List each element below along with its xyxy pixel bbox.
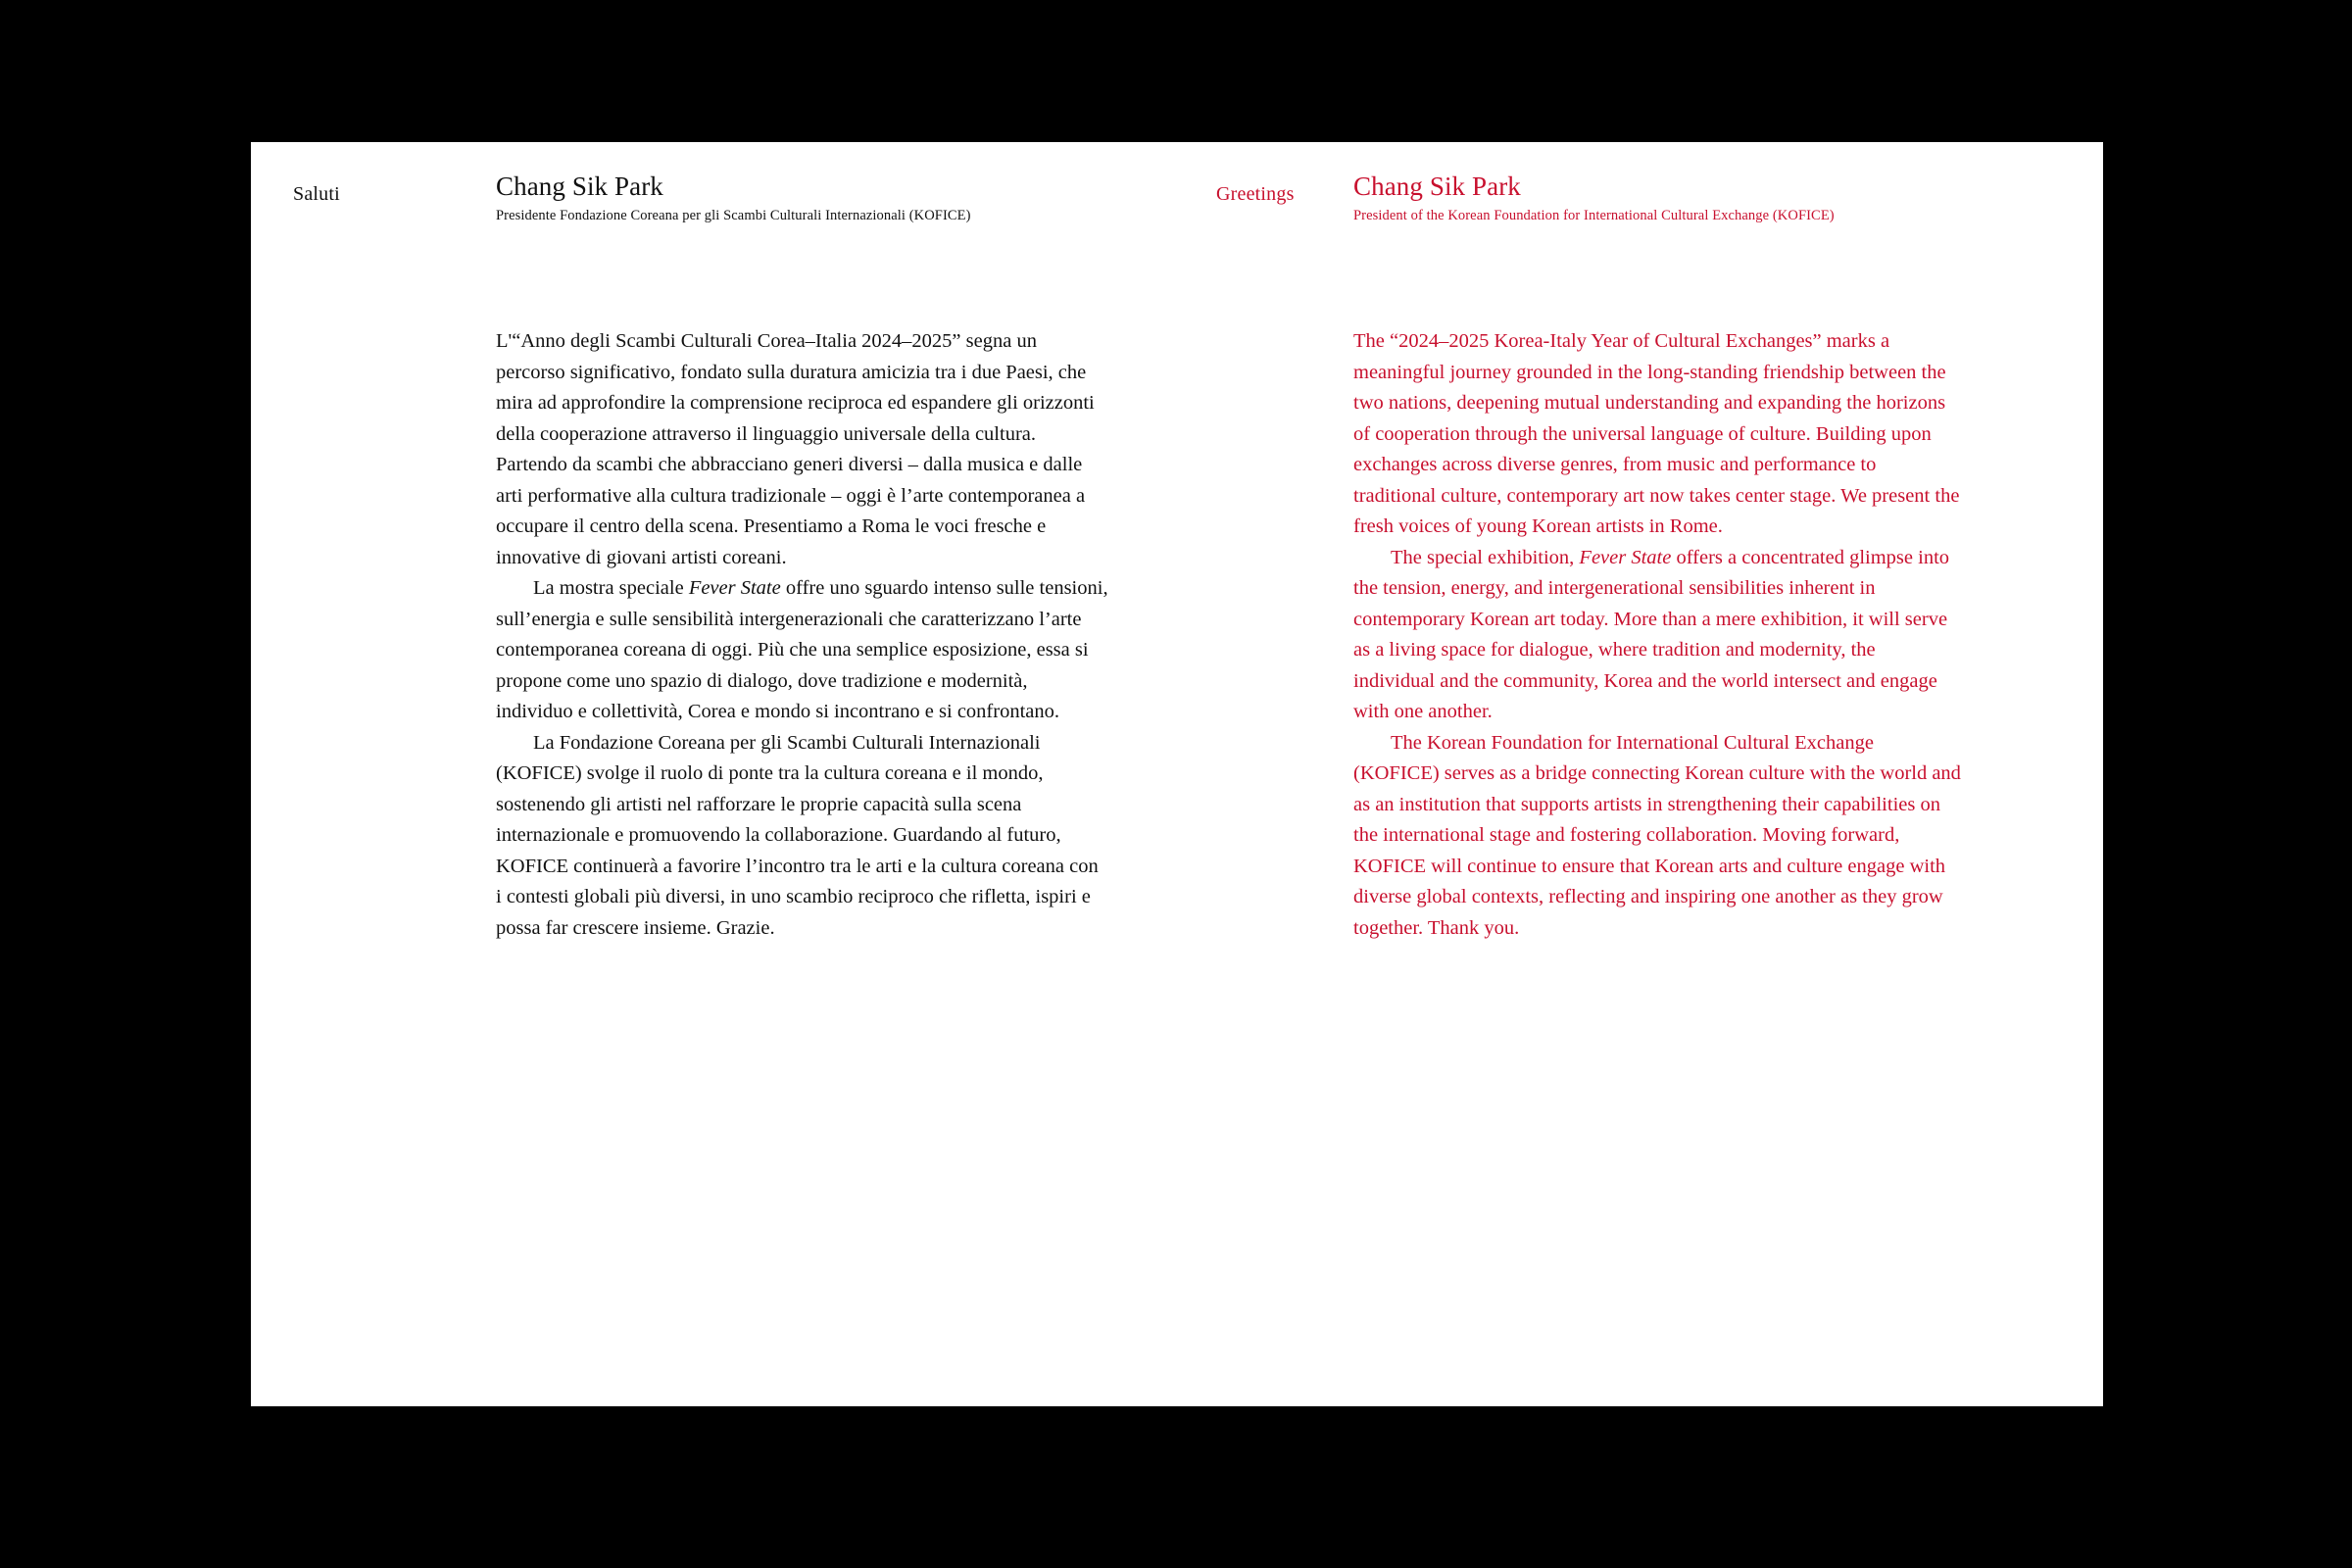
right-author-role: President of the Korean Foundation for International Cultural Exchange (KOFICE) <box>1353 208 1835 224</box>
right-title-block <box>1353 172 2020 224</box>
left-author-name: Chang Sik Park <box>496 172 663 201</box>
paragraph: The “2024–2025 Korea-Italy Year of Cultural Exchanges” marks a meaningful journey grounded in the long-standing friendship between the two nations, deepening mutual understanding and expanding the horizons of cooperation through the universal language of culture. Building upon exchanges across diverse genres, from music and performance to traditional culture, contemporary art now takes center stage. We present the fresh voices of young Korean artists in Rome. <box>1353 330 1960 537</box>
italic-term: Fever State <box>1579 546 1672 568</box>
paragraph <box>496 573 1108 728</box>
document-spread <box>251 142 2103 1406</box>
italic-term: Fever State <box>688 577 781 599</box>
paragraph-part-a: La mostra speciale <box>533 577 689 599</box>
paragraph-part-b: offers a concentrated glimpse into the tension, energy, and intergenerational sensibilities inherent in contemporary Korean art today. More than a mere exhibition, it will serve as a living space for dialogue, where tradition and modernity, the individual and the community, Korea and the world intersect and engage with one another. <box>1353 546 1950 722</box>
right-author-name: Chang Sik Park <box>1353 172 1521 201</box>
left-title-block <box>496 172 1123 224</box>
section-label-saluti: Saluti <box>293 183 340 205</box>
paragraph <box>1353 543 1961 728</box>
right-page <box>1177 142 2103 1406</box>
left-body-text <box>496 326 1108 944</box>
paragraph: L'“Anno degli Scambi Culturali Corea–Italia 2024–2025” segna un percorso significativo, fondato sulla duratura amicizia tra i due Paesi, che mira ad approfondire la comprensione reciproca ed espandere gli orizzonti della cooperazione attraverso il linguaggio universale della cultura. Partendo da scambi che abbracciano generi diversi – dalla musica e dalle arti performative alla cultura tradizionale – oggi è l’arte contemporanea a occupare il centro della scena. Presentiamo a Roma le voci fresche e innovative di giovani artisti coreani. <box>496 330 1095 568</box>
section-label-greetings: Greetings <box>1216 183 1295 205</box>
right-body-text <box>1353 326 1961 944</box>
left-page <box>251 142 1177 1406</box>
left-author-role: Presidente Fondazione Coreana per gli Scambi Culturali Internazionali (KOFICE) <box>496 208 971 224</box>
paragraph-part-a: The special exhibition, <box>1391 546 1580 568</box>
paragraph-part-b: offre uno sguardo intenso sulle tensioni, sull’energia e sulle sensibilità intergenerazionali che caratterizzano l’arte contemporanea coreana di oggi. Più che una semplice esposizione, essa si propone come uno spazio di dialogo, dove tradizione e modernità, individuo e collettività, Corea e mondo si incontrano e si confrontano. <box>496 577 1108 722</box>
paragraph: The Korean Foundation for International Cultural Exchange (KOFICE) serves as a bridge connecting Korean culture with the world and as an institution that supports artists in strengthening their capabilities on the international stage and fostering collaboration. Moving forward, KOFICE will continue to ensure that Korean arts and culture engage with diverse global contexts, reflecting and inspiring one another as they grow together. Thank you. <box>1353 731 1961 939</box>
paragraph: La Fondazione Coreana per gli Scambi Culturali Internazionali (KOFICE) svolge il ruolo di ponte tra la cultura coreana e il mondo, sostenendo gli artisti nel rafforzare le proprie capacità sulla scena internazionale e promuovendo la collaborazione. Guardando al futuro, KOFICE continuerà a favorire l’incontro tra le arti e la cultura coreana con i contesti globali più diversi, in uno scambio reciproco che rifletta, ispiri e possa far crescere insieme. Grazie. <box>496 731 1099 939</box>
